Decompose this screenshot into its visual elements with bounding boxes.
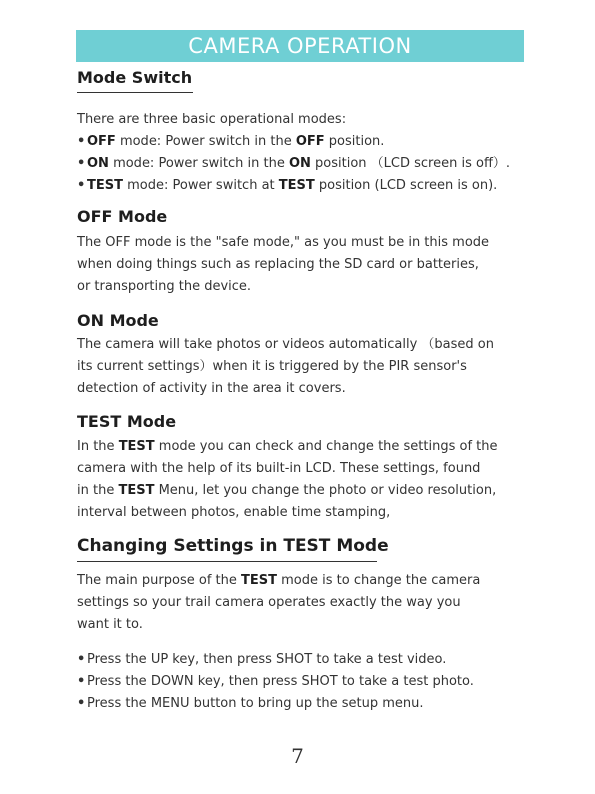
on-mode-text <box>77 334 547 400</box>
bullet-icon: • <box>77 156 86 171</box>
bullet-icon: • <box>77 134 86 149</box>
test-actions-list <box>77 649 557 715</box>
changing-settings-underline <box>77 561 377 562</box>
test-action-item: • Press the UP key, then press SHOT to take a test video. <box>77 649 557 671</box>
bullet-icon: • <box>77 652 86 667</box>
mode-switch-underline <box>77 92 193 93</box>
mode-switch-intro <box>77 109 547 131</box>
mode-item-test: • TEST mode: Power switch at TEST position (LCD screen is on). <box>77 175 557 197</box>
changing-settings-heading: Changing Settings in TEST Mode <box>77 536 389 556</box>
changing-settings-text <box>77 570 547 636</box>
mode-switch-heading: Mode Switch <box>77 68 193 87</box>
page-number: 7 <box>291 744 304 768</box>
test-mode-heading: TEST Mode <box>77 412 177 431</box>
bullet-icon: • <box>77 178 86 193</box>
test-action-item: • Press the DOWN key, then press SHOT to take a test photo. <box>77 671 557 693</box>
changing-line: The main purpose of the TEST mode is to change the camera <box>77 573 481 588</box>
intro-line: There are three basic operational modes: <box>77 112 347 127</box>
changing-line: settings so your trail camera operates exactly the way you <box>77 595 461 610</box>
on-mode-line: detection of activity in the area it covers. <box>77 381 346 396</box>
off-mode-line: or transporting the device. <box>77 279 252 294</box>
test-action-item: • Press the MENU button to bring up the setup menu. <box>77 693 557 715</box>
on-mode-line: The camera will take photos or videos automatically （based on <box>77 337 494 352</box>
mode-list <box>77 131 557 197</box>
page-banner: CAMERA OPERATION <box>76 30 524 62</box>
off-mode-line: The OFF mode is the "safe mode," as you must be in this mode <box>77 235 490 250</box>
mode-item-off: • OFF mode: Power switch in the OFF position. <box>77 131 557 153</box>
test-mode-line: interval between photos, enable time stamping, <box>77 505 391 520</box>
off-mode-heading: OFF Mode <box>77 207 168 226</box>
bullet-icon: • <box>77 674 86 689</box>
changing-line: want it to. <box>77 617 143 632</box>
off-mode-text <box>77 232 547 298</box>
on-mode-line: its current settings）when it is triggered by the PIR sensor's <box>77 359 467 374</box>
test-mode-line: camera with the help of its built-in LCD. These settings, found <box>77 461 481 476</box>
test-mode-text <box>77 436 547 524</box>
off-mode-line: when doing things such as replacing the SD card or batteries, <box>77 257 479 272</box>
mode-item-on: • ON mode: Power switch in the ON position （LCD screen is off）. <box>77 153 557 175</box>
on-mode-heading: ON Mode <box>77 311 159 330</box>
test-mode-line: in the TEST Menu, let you change the photo or video resolution, <box>77 483 497 498</box>
bullet-icon: • <box>77 696 86 711</box>
test-mode-line: In the TEST mode you can check and change the settings of the <box>77 439 498 454</box>
